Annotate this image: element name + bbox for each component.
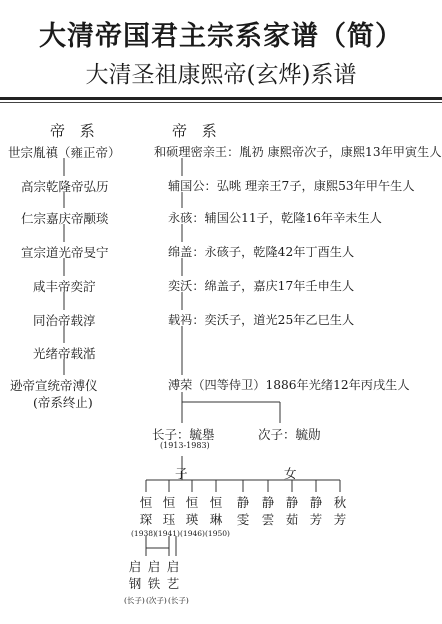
lineage-2: 辅国公：弘晀 理亲王7子，康熙53年甲午生人 — [168, 179, 415, 193]
daughter-2: 静 雲 — [261, 495, 275, 527]
emperor-6: 同治帝载淳 — [33, 313, 96, 328]
lineage-7: 溥荣（四等侍卫）1886年光绪12年丙戌生人 — [168, 378, 410, 392]
lineage-4: 绵盖：永硋子，乾隆42年丁酉生人 — [168, 245, 355, 259]
son-1: 恒 琛 — [139, 495, 153, 527]
lineage-1: 和硕理密亲王：胤礽 康熙帝次子，康熙13年甲寅生人 — [154, 145, 442, 159]
second-son: 次子：毓勋 — [258, 427, 321, 442]
daughter-5: 秋 芳 — [333, 495, 347, 527]
great-grandson-3: 启 艺 — [166, 559, 180, 591]
lineage-6: 载祃：奕沃子，道光25年乙巳生人 — [168, 313, 355, 327]
emperor-8: 逊帝宣统帝溥仪 — [10, 378, 98, 393]
emperor-3: 仁宗嘉庆帝颙琰 — [21, 211, 109, 226]
son-3: 恒 瑛 — [185, 495, 199, 527]
page-title: 大清帝国君主宗系家谱（简） — [39, 21, 403, 52]
imperial-line-end-note: (帝系终止) — [33, 395, 93, 410]
emperor-7: 光绪帝载湉 — [33, 346, 96, 361]
daughters-group-label: 女 — [284, 466, 297, 481]
son-2-year: (1941) — [155, 529, 180, 538]
emperor-4: 宣宗道光帝旻宁 — [21, 245, 109, 260]
great-grandson-1-note: (长子) — [124, 596, 145, 605]
left-column-header: 帝 系 — [50, 122, 100, 140]
son-4: 恒 琳 — [209, 495, 223, 527]
great-grandson-1: 启 钢 — [128, 559, 142, 591]
son-4-year: (1950) — [205, 529, 230, 538]
right-column-header: 帝 系 — [172, 122, 222, 140]
lineage-3: 永硋：辅国公11子，乾隆16年辛未生人 — [168, 211, 382, 225]
lineage-5: 奕沃：绵盖子，嘉庆17年壬申生人 — [168, 279, 355, 293]
eldest-son-years: (1913-1983) — [160, 441, 210, 450]
sons-group-label: 子 — [175, 466, 188, 481]
daughter-3: 静 茹 — [285, 495, 299, 527]
son-1-year: (1938) — [131, 529, 156, 538]
great-grandson-2: 启 铁 — [147, 559, 161, 591]
son-3-year: (1946) — [180, 529, 205, 538]
great-grandson-3-note: (长子) — [168, 596, 189, 605]
great-grandson-2-note: (次子) — [146, 596, 167, 605]
emperor-5: 咸丰帝奕詝 — [33, 279, 96, 294]
daughter-1: 静 雯 — [236, 495, 250, 527]
eldest-son: 长子：毓𡒊 — [152, 427, 215, 442]
emperor-1: 世宗胤禛（雍正帝） — [8, 145, 121, 160]
son-2: 恒 珏 — [162, 495, 176, 527]
daughter-4: 静 芳 — [309, 495, 323, 527]
page-subtitle: 大清圣祖康熙帝(玄烨)系谱 — [85, 62, 357, 88]
emperor-2: 高宗乾隆帝弘历 — [21, 179, 109, 194]
